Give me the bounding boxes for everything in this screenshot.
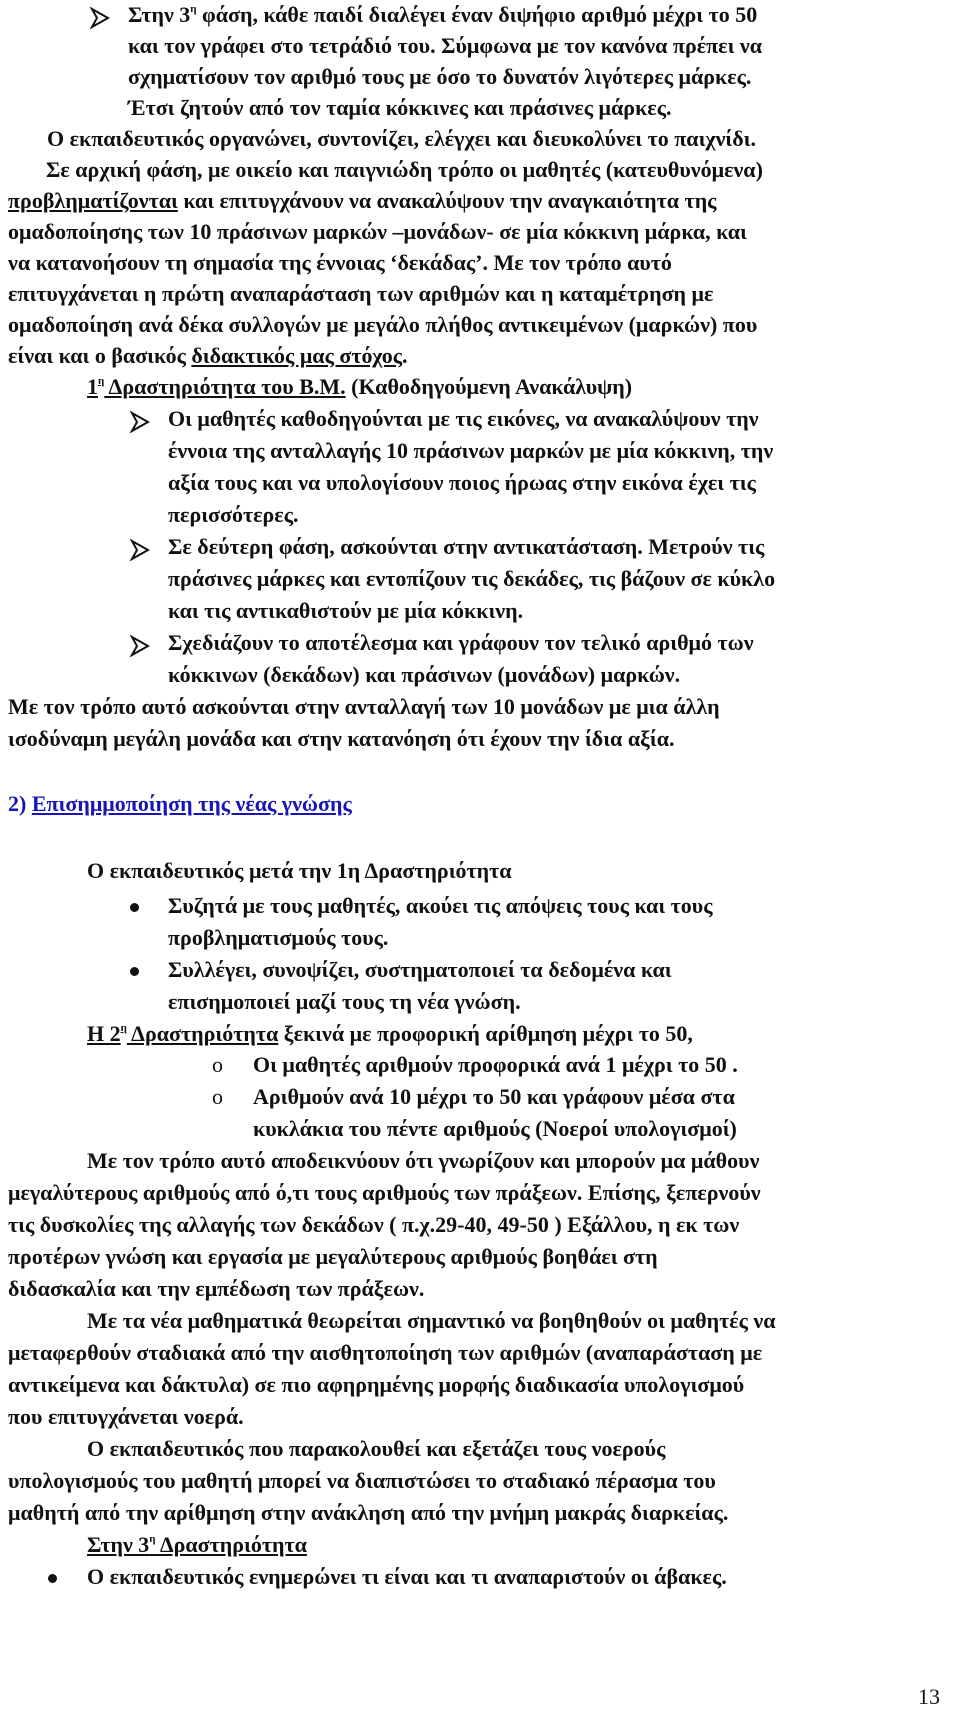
text-line: υπολογισμούς του μαθητή μπορεί να διαπιστώσει το σταδιακό πέρασμα του (8, 1468, 716, 1493)
text-line: μεταφερθούν σταδιακά από την αισθητοποίηση των αριθμών (αναπαράσταση με (8, 1340, 763, 1365)
bullet-icon (130, 903, 139, 912)
text-line: διδασκαλία και την εμπέδωση των πράξεων. (8, 1276, 425, 1301)
circle-bullet-icon: o (212, 1052, 223, 1077)
text-line: Αριθμούν ανά 10 μέχρι το 50 και γράφουν μέσα στα (253, 1084, 735, 1109)
circle-bullet-icon: o (212, 1084, 223, 1109)
arrow-bullet-icon (89, 7, 111, 29)
text-line: επισημοποιεί μαζί τους τη νέα γνώση. (168, 989, 521, 1014)
text-line: Με τον τρόπο αυτό ασκούνται στην ανταλλαγή των 10 μονάδων με μια άλλη (8, 694, 720, 719)
text-line: περισσότερες. (168, 502, 299, 527)
arrow-bullet-icon (129, 411, 151, 433)
section-heading: 2) Επισημμοποίηση της νέας γνώσης (8, 791, 352, 816)
text-line: Ο εκπαιδευτικός οργανώνει, συντονίζει, ελέγχει και διευκολύνει το παιχνίδι. (47, 126, 756, 151)
text-line: σχηματίσουν τον αριθμό τους με όσο το δυνατόν λιγότερες μάρκες. (128, 64, 752, 89)
text-line: Οι μαθητές καθοδηγούνται με τις εικόνες, να ανακαλύψουν την (168, 406, 759, 431)
text-line: αξία τους και να υπολογίσουν ποιος ήρωας στην εικόνα έχει τις (168, 470, 756, 495)
text-line: μαθητή από την αρίθμηση στην ανάκληση από την μνήμη μακράς διαρκείας. (8, 1500, 729, 1525)
text-line: έννοια της ανταλλαγής 10 πράσινων μαρκών με μία κόκκινη, την (168, 438, 774, 463)
text-line: αντικείμενα και δάκτυλα) σε πιο αφηρημένης μορφής διαδικασία υπολογισμού (8, 1372, 745, 1397)
text-line: και τις αντικαθιστούν με μία κόκκινη. (168, 598, 524, 623)
arrow-bullet-icon (129, 635, 151, 657)
text-line: Οι μαθητές αριθμούν προφορικά ανά 1 μέχρι το 50 . (253, 1052, 738, 1077)
activity-1-heading: $1^\eta$ Δραστηριότητα του Β.Μ. (Καθοδηγούμενη Ανακάλυψη) (87, 374, 633, 399)
text-line: Με τα νέα μαθηματικά θεωρείται σημαντικό να βοηθηθούν οι μαθητές να (87, 1308, 776, 1333)
text-line: που επιτυγχάνεται νοερά. (8, 1404, 244, 1429)
text-line: είναι και ο βασικός διδακτικός μας στόχος. (8, 343, 408, 368)
text-line: τις δυσκολίες της αλλαγής των δεκάδων ( π.χ.29-40, 49-50 ) Εξάλλου, η εκ των (8, 1212, 740, 1237)
text-line: να κατανοήσουν τη σημασία της έννοιας ‘δεκάδας’. Με τον τρόπο αυτό (8, 250, 672, 275)
text-line: ομαδοποίηση ανά δέκα συλλογών με μεγάλο πλήθος αντικειμένων (μαρκών) που (8, 312, 758, 337)
activity-3-heading: Στην $3^\eta$ Δραστηριότητα (87, 1532, 307, 1557)
text-line: μεγαλύτερους αριθμούς από ό,τι τους αριθμούς των πράξεων. Επίσης, ξεπερνούν (8, 1180, 761, 1205)
text-line: προβληματισμούς τους. (168, 925, 389, 950)
text-line: Στην $3^\eta$ φάση, κάθε παιδί διαλέγει έναν διψήφιο αριθμό μέχρι το 50 (128, 2, 758, 27)
text-line: κόκκινων (δεκάδων) και πράσινων (μονάδων) μαρκών. (168, 662, 681, 687)
text-line: προτέρων γνώση και εργασία με μεγαλύτερους αριθμούς βοηθάει στη (8, 1244, 658, 1269)
text-line: Ο εκπαιδευτικός ενημερώνει τι είναι και τι αναπαριστούν οι άβακες. (87, 1564, 727, 1589)
text-line: Σε δεύτερη φάση, ασκούνται στην αντικατάσταση. Μετρούν τις (168, 534, 765, 559)
text-line: Σχεδιάζουν το αποτέλεσμα και γράφουν τον τελικό αριθμό των (168, 630, 754, 655)
text-line: επιτυγχάνεται η πρώτη αναπαράσταση των αριθμών και η καταμέτρηση με (8, 281, 714, 306)
bullet-icon (130, 967, 139, 976)
text-line: κυκλάκια του πέντε αριθμούς (Νοεροί υπολογισμοί) (253, 1116, 737, 1141)
text-line: Συζητά με τους μαθητές, ακούει τις απόψεις τους και τους (168, 893, 713, 918)
subheading: Ο εκπαιδευτικός μετά την 1η Δραστηριότητα (87, 858, 512, 883)
text-line: Συλλέγει, συνοψίζει, συστηματοποιεί τα δεδομένα και (168, 957, 672, 982)
activity-2-heading: Η $2^\eta$ Δραστηριότητα ξεκινά με προφορική αρίθμηση μέχρι το 50, (87, 1021, 693, 1046)
text-line: προβληματίζονται και επιτυγχάνουν να ανακαλύψουν την αναγκαιότητα της (8, 188, 717, 213)
page-number: 13 (918, 1684, 940, 1709)
text-line: Ο εκπαιδευτικός που παρακολουθεί και εξετάζει τους νοερούς (87, 1436, 666, 1461)
text-line: και τον γράφει στο τετράδιό του. Σύμφωνα με τον κανόνα πρέπει να (128, 33, 763, 58)
text-line: Σε αρχική φάση, με οικείο και παιγνιώδη τρόπο οι μαθητές (κατευθυνόμενα) (46, 157, 763, 182)
bullet-icon (48, 1574, 57, 1583)
text-line: ισοδύναμη μεγάλη μονάδα και στην κατανόηση ότι έχουν την ίδια αξία. (8, 726, 675, 751)
text-line: Με τον τρόπο αυτό αποδεικνύουν ότι γνωρίζουν και μπορούν μα μάθουν (87, 1148, 760, 1173)
text-line: Έτσι ζητούν από τον ταμία κόκκινες και πράσινες μάρκες. (128, 95, 672, 120)
text-line: ομαδοποίησης των 10 πράσινων μαρκών –μονάδων- σε μία κόκκινη μάρκα, και (8, 219, 747, 244)
arrow-bullet-icon (129, 539, 151, 561)
text-line: πράσινες μάρκες και εντοπίζουν τις δεκάδες, τις βάζουν σε κύκλο (168, 566, 776, 591)
